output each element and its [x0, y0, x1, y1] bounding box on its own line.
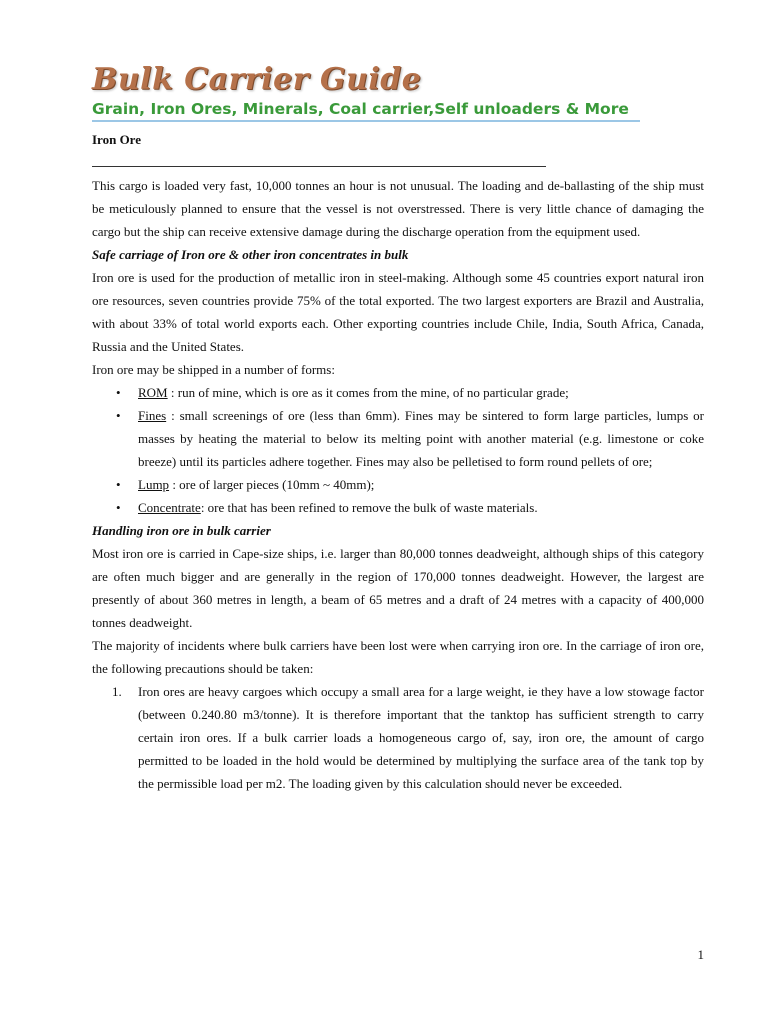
- list-item: [92, 404, 704, 473]
- term-description: : ore that has been refined to remove the bulk of waste materials.: [200, 500, 538, 515]
- term-description: : ore of larger pieces (10mm ~ 40mm);: [169, 477, 375, 492]
- paragraph-cape-size: Most iron ore is carried in Cape-size ships, i.e. larger than 80,000 tonnes deadweight, although ships of this category are often much bigger and are generally in the region of 170,000 tonnes deadweight. However, the largest are presently of about 360 metres in length, a beam of 65 metres and a draft of 24 metres with a capacity of 400,000 tonnes deadweight.: [92, 546, 704, 630]
- document-body: [92, 174, 704, 795]
- intro-paragraph: This cargo is loaded very fast, 10,000 tonnes an hour is not unusual. The loading and de-ballasting of the ship must be meticulously planned to ensure that the vessel is not overstressed. There is very little chance of damaging the cargo but the ship can receive extensive damage during the discharge operation from the equipment used.: [92, 178, 704, 239]
- subheading-handling: Handling iron ore in bulk carrier: [92, 523, 271, 538]
- paragraph-iron-ore-use: Iron ore is used for the production of metallic iron in steel-making. Although some 45 countries export natural iron ore resources, seven countries provide 75% of the total exported. The two largest exporters are Brazil and Australia, with about 33% of total world exports each. Other exporting countries include Chile, India, South Africa, Canada, Russia and the United States.: [92, 270, 704, 354]
- list-item: [92, 473, 704, 496]
- paragraph-forms-intro: Iron ore may be shipped in a number of forms:: [92, 362, 335, 377]
- term-description: : small screenings of ore (less than 6mm). Fines may be sintered to form large particles, lumps or masses by heating the material to below its melting point with another material (e.g. limestone or coke breeze) until its particles adhere together. Fines may also be pelletised to form round pellets of ore;: [138, 408, 704, 469]
- term-rom: ROM: [138, 385, 168, 400]
- title-divider: [92, 166, 546, 167]
- term-lump: Lump: [138, 477, 170, 492]
- precaution-text: Iron ores are heavy cargoes which occupy a small area for a large weight, ie they have a low stowage factor (between 0.240.80 m3/tonne). It is therefore important that the tanktop has sufficient strength to carry certain iron ores. If a bulk carrier loads a homogeneous cargo of, say, iron ore, the amount of cargo permitted to be loaded in the hold would be determined by multiplying the surface area of the tank top by the permissible load per m2. The loading given by this calculation should never be exceeded.: [138, 684, 704, 791]
- paragraph-incidents: The majority of incidents where bulk carriers have been lost were when carrying iron ore. In the carriage of iron ore, the following precautions should be taken:: [92, 638, 704, 676]
- section-title: Iron Ore: [92, 132, 141, 147]
- term-concentrate: Concentrate: [138, 500, 201, 515]
- list-number: 1.: [112, 684, 122, 699]
- term-fines: Fines: [138, 408, 167, 423]
- page-number: 1: [697, 947, 704, 962]
- banner-title: Bulk Carrier Guide: [92, 62, 422, 97]
- subheading-safe-carriage: Safe carriage of Iron ore & other iron concentrates in bulk: [92, 247, 409, 262]
- forms-list: [92, 381, 704, 519]
- list-item: [92, 381, 704, 404]
- document-banner: [92, 62, 640, 122]
- banner-subtitle: Grain, Iron Ores, Minerals, Coal carrier,Self unloaders & More: [92, 98, 640, 122]
- precautions-list: [92, 680, 704, 795]
- term-description: : run of mine, which is ore as it comes from the mine, of no particular grade;: [167, 385, 569, 400]
- list-item: [92, 680, 704, 795]
- list-item: [92, 496, 704, 519]
